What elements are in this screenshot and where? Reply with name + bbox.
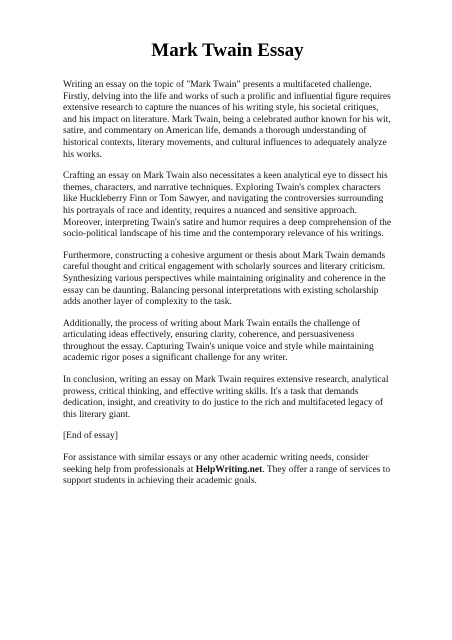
document-title: Mark Twain Essay	[151, 40, 304, 61]
paragraph-analysis: Crafting an essay on Mark Twain also necessitates a keen analytical eye to dissect his themes, characters, and narrative techniques. Exploring Twain's complex characters like Huckleberry Finn or Tom Sawyer, and navigating the controversies surrounding his portrayals of race and identity, requires a nuanced and sensitive approach. Moreover, interpreting Twain's satire and humor requires a deep comprehension of the socio-political landscape of his time and the contemporary relevance of his writings.	[63, 171, 392, 240]
end-of-essay-note: [End of essay]	[63, 431, 118, 442]
closing-paragraph	[63, 453, 392, 488]
paragraph-intro: Writing an essay on the topic of "Mark Twain" presents a multifaceted challenge. Firstly, delving into the life and works of such a prolific and influential figure requires extensive research to capture the nuances of his writing style, his societal critiques, and his impact on literature. Mark Twain, being a celebrated author known for his wit, satire, and commentary on American life, demands a thorough understanding of historical contexts, literary movements, and cultural influences to adequately analyze his works.	[63, 80, 391, 160]
closing-text-after: . They offer a range of services to support students in achieving their academic goals.	[63, 464, 391, 487]
closing-text-before: For assistance with similar essays or any other academic writing needs, consider seeking help from professionals at	[63, 453, 369, 475]
paragraph-articulation: Additionally, the process of writing about Mark Twain entails the challenge of articulating ideas effectively, ensuring clarity, coherence, and persuasiveness throughout the essay. Capturing Twain's unique voice and style while maintaining academic rigor poses a significant challenge for any writer.	[63, 318, 374, 364]
paragraph-conclusion: In conclusion, writing an essay on Mark Twain requires extensive research, analytical prowess, critical thinking, and effective writing skills. It's a task that demands dedication, insight, and creativity to do justice to the rich and multifaceted legacy of this literary giant.	[63, 375, 389, 420]
brand-name: HelpWriting.net	[195, 464, 263, 475]
paragraph-argument: Furthermore, constructing a cohesive argument or thesis about Mark Twain demands careful thought and critical engagement with scholarly sources and literary criticism. Synthesizing various perspectives while maintaining originality and coherence in the essay can be daunting. Balancing personal interpretations with existing scholarship adds another layer of complexity to the task.	[63, 250, 386, 308]
